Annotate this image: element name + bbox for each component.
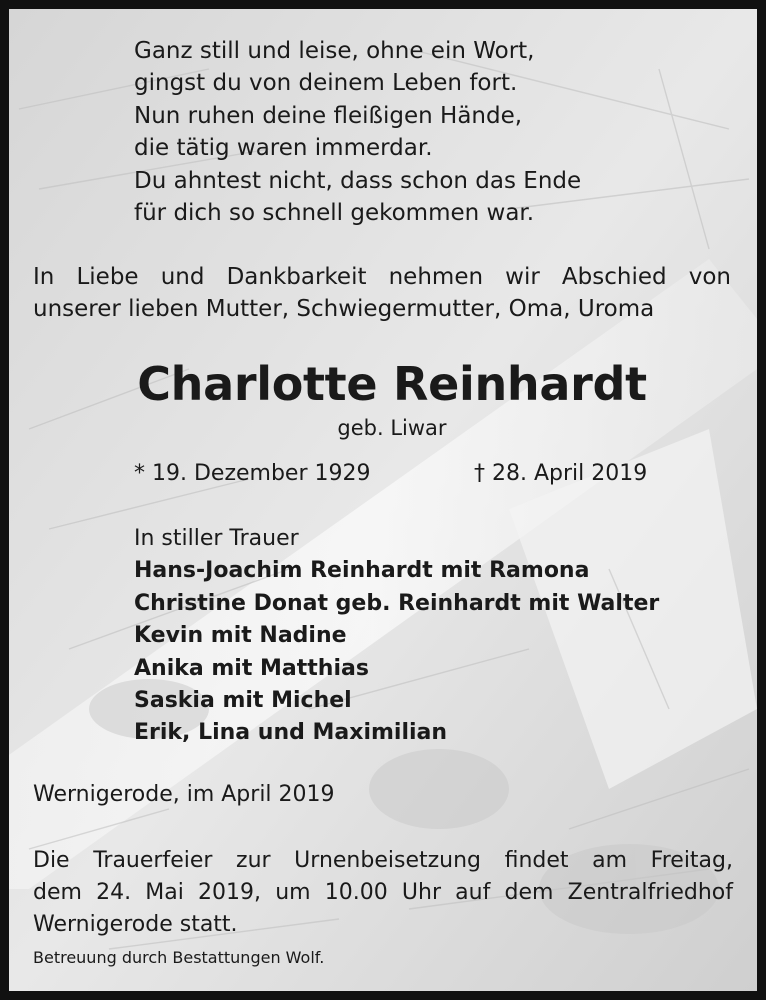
ceremony-line: dem 24. Mai 2019, um 10.00 Uhr auf dem Zentralfriedhof — [33, 880, 733, 905]
mourner-name: Erik, Lina und Maximilian — [134, 720, 448, 746]
poem — [134, 35, 581, 229]
birth-date: * 19. Dezember 1929 — [134, 461, 371, 486]
place-date: Wernigerode, im April 2019 — [33, 782, 335, 807]
ceremony-line: Die Trauerfeier zur Urnenbeisetzung findet am Freitag, — [33, 848, 733, 873]
funeral-home-credit: Betreuung durch Bestattungen Wolf. — [33, 948, 325, 967]
mourner-name: Anika mit Matthias — [134, 655, 369, 681]
poem-line: für dich so schnell gekommen war. — [134, 200, 535, 227]
intro-line: In Liebe und Dankbarkeit nehmen wir Abschied von — [33, 264, 731, 290]
poem-line: gingst du von deinem Leben fort. — [134, 70, 518, 97]
intro-line: unserer lieben Mutter, Schwiegermutter, Oma, Uroma — [33, 296, 655, 322]
mourners-heading: In stiller Trauer — [134, 526, 299, 551]
poem-line: Nun ruhen deine fleißigen Hände, — [134, 102, 523, 129]
intro-text — [33, 261, 731, 325]
mourners-list — [134, 523, 659, 750]
maiden-name: geb. Liwar — [337, 416, 447, 440]
notice-content — [9, 9, 757, 991]
mourner-name: Christine Donat geb. Reinhardt mit Walter — [134, 590, 660, 616]
poem-line: Du ahntest nicht, dass schon das Ende — [134, 167, 582, 194]
deceased-name: Charlotte Reinhardt — [137, 357, 647, 411]
poem-line: Ganz still und leise, ohne ein Wort, — [134, 38, 535, 64]
ceremony-line: Wernigerode statt. — [33, 912, 238, 937]
death-date: † 28. April 2019 — [474, 461, 648, 486]
poem-line: die tätig waren immerdar. — [134, 135, 433, 162]
mourner-name: Hans-Joachim Reinhardt mit Ramona — [134, 558, 590, 584]
ceremony-info — [33, 845, 733, 941]
mourner-name: Kevin mit Nadine — [134, 623, 347, 649]
mourner-name: Saskia mit Michel — [134, 688, 352, 714]
